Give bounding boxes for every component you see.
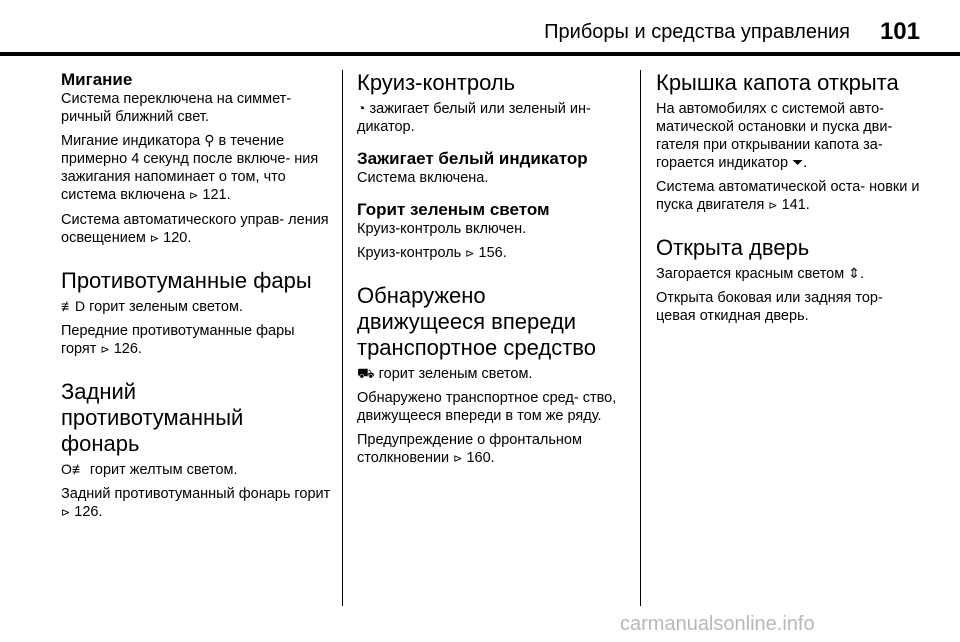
paragraph	[61, 461, 333, 479]
paragraph: Открыта боковая или задняя тор- цевая откидная дверь.	[656, 290, 883, 324]
text: Система автоматической оста- новки и пуска двигателя	[656, 179, 920, 213]
text: .	[803, 155, 808, 171]
paragraph	[656, 100, 926, 172]
title-line: транспортное средство	[357, 335, 596, 360]
text: Мигание индикатора	[61, 133, 201, 149]
title-line: противотуманный	[61, 405, 244, 430]
arrow-reference-icon: ⊳	[61, 507, 71, 519]
paragraph: Круиз-контроль включен.	[357, 221, 527, 237]
text: в течение примерно 4 секунд после включе- ния зажигания напоминает о том, что система включена	[61, 133, 319, 203]
paragraph	[357, 244, 627, 263]
watermark: carmanualsonline.info	[620, 613, 815, 635]
section-title-green-light: Горит зеленым светом	[357, 200, 550, 219]
page-reference-link[interactable]: 156.	[478, 245, 507, 261]
title-line: Задний	[61, 379, 137, 404]
title-line: движущееся впереди	[357, 309, 577, 334]
paragraph	[357, 431, 627, 468]
arrow-reference-icon: ⊳	[465, 248, 475, 260]
header-rule	[0, 52, 960, 56]
page-header	[0, 14, 960, 54]
arrow-reference-icon: ⊳	[100, 344, 110, 356]
paragraph	[656, 265, 926, 283]
paragraph	[656, 178, 926, 215]
column-1	[61, 70, 333, 522]
text: горит зеленым светом.	[378, 366, 533, 382]
title-line: Обнаружено	[357, 283, 486, 308]
text: Загорается красным светом	[656, 266, 845, 282]
title-line: фонарь	[61, 431, 140, 456]
text: горит желтым светом.	[89, 462, 238, 478]
section-title-front-fog: Противотуманные фары	[61, 268, 312, 293]
arrow-reference-icon: ⊳	[149, 233, 160, 245]
front-fog-light-icon: ≢D	[61, 298, 86, 314]
text: Система автоматического управ- ления освещением	[61, 212, 329, 246]
paragraph	[357, 100, 627, 136]
arrow-reference-icon: ⊳	[768, 200, 778, 212]
text: зажигает белый или зеленый ин- дикатор.	[357, 101, 591, 135]
page-reference-link[interactable]: 126.	[113, 341, 142, 357]
column-3	[656, 70, 926, 325]
text: Передние противотуманные фары горят	[61, 323, 295, 357]
paragraph	[61, 211, 333, 248]
paragraph: Обнаружено транспортное сред- ство, движущееся впереди в том же ряду.	[357, 390, 617, 424]
paragraph: Система включена.	[357, 170, 489, 186]
page-reference-link[interactable]: 141.	[781, 197, 810, 213]
cruise-control-icon: ◔	[357, 100, 366, 116]
light-indicator-icon: ⚲	[204, 132, 215, 148]
section-title-rear-fog	[61, 379, 333, 457]
section-title-vehicle-detected	[357, 283, 627, 361]
text: Задний противотуманный фонарь горит	[61, 486, 331, 502]
column-divider-2	[640, 70, 641, 606]
door-open-icon: ⇕	[848, 265, 860, 281]
page-number: 101	[879, 18, 920, 45]
page-reference-link[interactable]: 126.	[74, 504, 103, 520]
section-title-hood-open: Крышка капота открыта	[656, 70, 899, 95]
page-reference-link[interactable]: 121.	[202, 187, 231, 203]
section-title-blinking: Мигание	[61, 70, 133, 89]
column-divider-1	[342, 70, 343, 606]
paragraph	[357, 365, 627, 383]
section-title-door-open: Открыта дверь	[656, 235, 810, 260]
car-icon: ⛟	[357, 365, 375, 381]
arrow-reference-icon: ⊳	[189, 190, 199, 202]
section-title-white-indicator: Зажигает белый индикатор	[357, 149, 588, 168]
text: На автомобилях с системой авто- матической остановки и пуска дви- гателя при открывании капота за- горается индикатор	[656, 101, 893, 171]
section-title-cruise-control: Круиз-контроль	[357, 70, 516, 95]
text: Предупреждение о фронтальном столкновении	[357, 432, 582, 466]
header-title: Приборы и средства управления	[544, 21, 850, 43]
page-reference-link[interactable]: 160.	[466, 450, 495, 466]
rear-fog-light-icon: O≢	[61, 461, 86, 477]
hood-open-icon: ⏷	[792, 154, 804, 170]
page-reference-link[interactable]: 120.	[163, 230, 192, 246]
paragraph	[61, 298, 333, 316]
column-2	[357, 70, 627, 468]
arrow-reference-icon: ⊳	[453, 453, 463, 465]
text: горит зеленым светом.	[89, 299, 243, 315]
paragraph	[61, 322, 333, 359]
paragraph: Система переключена на симмет- ричный ближний свет.	[61, 91, 292, 125]
text: Круиз-контроль	[357, 245, 462, 261]
paragraph	[61, 132, 333, 205]
text: .	[859, 266, 865, 282]
paragraph	[61, 485, 333, 522]
